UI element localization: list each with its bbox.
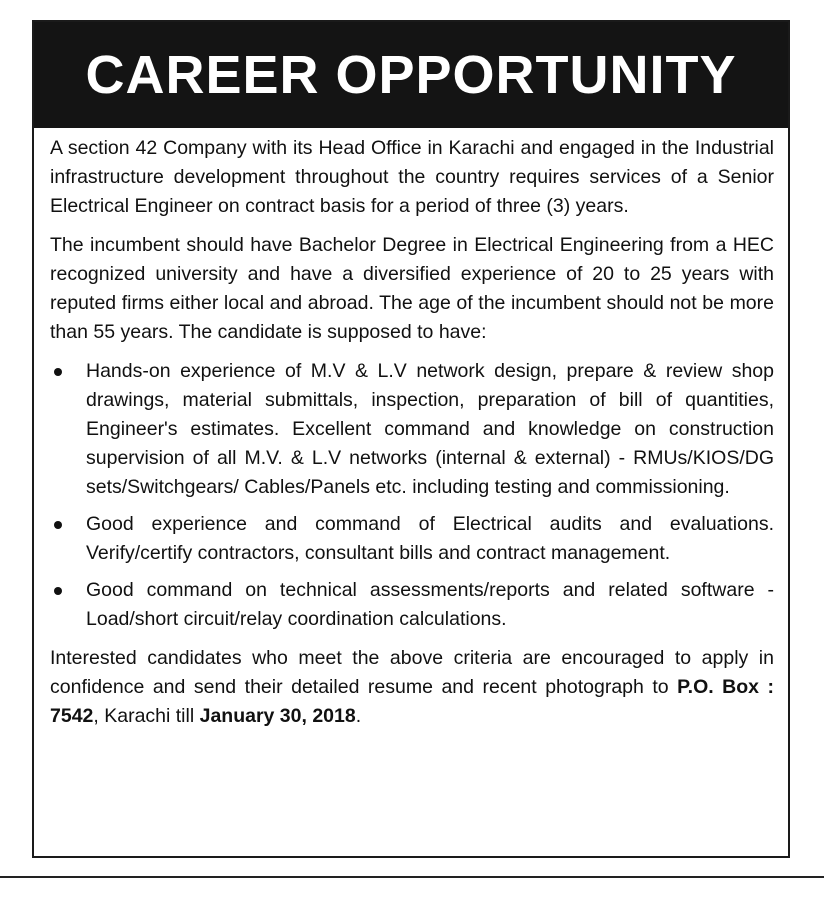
po-box: P.O. Box : 7542 — [50, 676, 774, 727]
page-title: CAREER OPPORTUNITY — [85, 45, 737, 105]
bullet-icon — [54, 368, 62, 376]
closing-text-start: Interested candidates who meet the above criteria are encouraged to apply in confidence and send their detailed resume and recent photograph to — [50, 647, 774, 698]
closing-text-middle: , Karachi till — [93, 705, 200, 727]
list-item-text: Hands-on experience of M.V & L.V network design, prepare & review shop drawings, material submittals, inspection, preparation of bill of quantities, Engineer's estimates. Excellent command and knowledge on construction supervision of all M.V. & L.V networks (internal & external) - RMUs/KIOS/DG sets/Switchgears/ Cables/Panels etc. including testing and commissioning. — [86, 360, 774, 498]
ad-content — [34, 128, 788, 731]
list-item — [50, 357, 774, 502]
closing-paragraph — [50, 644, 774, 731]
closing-text-end: . — [355, 705, 362, 727]
list-item — [50, 576, 774, 634]
job-advertisement — [32, 20, 790, 858]
list-item-text: Good command on technical assessments/reports and related software - Load/short circuit/relay coordination calculations. — [86, 579, 774, 630]
list-item-text: Good experience and command of Electrical audits and evaluations. Verify/certify contractors, consultant bills and contract management. — [86, 513, 774, 564]
bullet-icon — [54, 521, 62, 529]
qualifications-list — [50, 357, 774, 634]
bottom-divider — [0, 876, 824, 878]
intro-paragraph: A section 42 Company with its Head Office in Karachi and engaged in the Industrial infrastructure development throughout the country requires services of a Senior Electrical Engineer on contract basis for a period of three (3) years. — [50, 137, 774, 217]
bullet-icon — [54, 587, 62, 595]
requirements-paragraph: The incumbent should have Bachelor Degree in Electrical Engineering from a HEC recognized university and have a diversified experience of 20 to 25 years with reputed firms either local and abroad. The age of the incumbent should not be more than 55 years. The candidate is supposed to have: — [50, 234, 774, 343]
deadline-date: January 30, 2018 — [199, 705, 356, 727]
title-banner — [34, 22, 788, 128]
list-item — [50, 510, 774, 568]
